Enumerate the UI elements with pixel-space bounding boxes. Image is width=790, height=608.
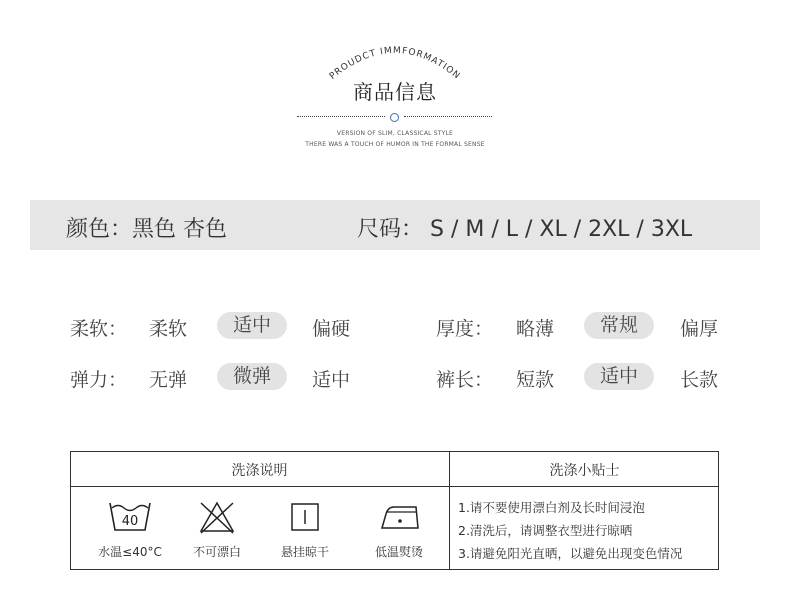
wash-40-icon <box>109 500 151 532</box>
wash-temperature-text: 40 <box>121 514 139 529</box>
softness-label: 柔软： <box>70 318 128 340</box>
care-table-header-divider <box>70 486 719 487</box>
softness-option-medium-selected: 适中 <box>217 312 287 339</box>
elasticity-label: 弹力： <box>70 369 128 391</box>
page-title: 商品信息 <box>353 80 437 104</box>
care-instructions-header: 洗涤说明 <box>231 463 288 479</box>
arc-text: PROUDCT IMMFORMATION <box>327 45 463 82</box>
dotted-divider-right <box>404 116 492 117</box>
subtitle-line-2: THERE WAS A TOUCH OF HUMOR IN THE FORMAL SENSE <box>305 141 485 148</box>
care-label-hang-dry: 悬挂晾干 <box>280 545 329 559</box>
length-option-short: 短款 <box>515 369 554 391</box>
thickness-option-thick: 偏厚 <box>679 318 718 340</box>
elasticity-option-slight-selected: 微弹 <box>217 363 287 390</box>
length-label: 裤长： <box>436 369 494 391</box>
dotted-divider-left <box>297 116 385 117</box>
care-tips-header: 洗涤小贴士 <box>549 463 620 479</box>
hang-dry-icon <box>291 503 319 531</box>
thickness-label: 厚度： <box>436 318 494 340</box>
softness-option-stiff: 偏硬 <box>311 318 350 340</box>
circle-ornament-icon <box>390 113 399 122</box>
tip-line-3: 3.请避免阳光直晒，以避免出现变色情况 <box>458 546 683 561</box>
tip-line-1: 1.请不要使用漂白剂及长时间浸泡 <box>458 500 645 515</box>
size-spec: 尺码： S / M / L / XL / 2XL / 3XL <box>357 217 693 242</box>
no-bleach-icon <box>198 500 236 534</box>
tip-line-2: 2.清洗后，请调整衣型进行晾晒 <box>458 523 633 538</box>
softness-option-soft: 柔软 <box>148 318 187 340</box>
thickness-option-thin: 略薄 <box>515 318 554 340</box>
elasticity-option-none: 无弹 <box>148 369 187 391</box>
thickness-option-regular-selected: 常规 <box>584 312 654 339</box>
color-spec: 颜色：黑色 杏色 <box>66 217 227 242</box>
length-option-medium-selected: 适中 <box>584 363 654 390</box>
length-option-long: 长款 <box>679 369 718 391</box>
low-iron-icon <box>378 504 420 530</box>
elasticity-option-medium: 适中 <box>311 369 350 391</box>
subtitle-line-1: VERSION OF SLIM, CLASSICAL STYLE <box>336 130 454 137</box>
care-label-no-bleach: 不可漂白 <box>192 545 241 559</box>
care-label-low-iron: 低温熨烫 <box>374 545 423 559</box>
care-label-wash: 水温≤40°C <box>98 545 162 559</box>
